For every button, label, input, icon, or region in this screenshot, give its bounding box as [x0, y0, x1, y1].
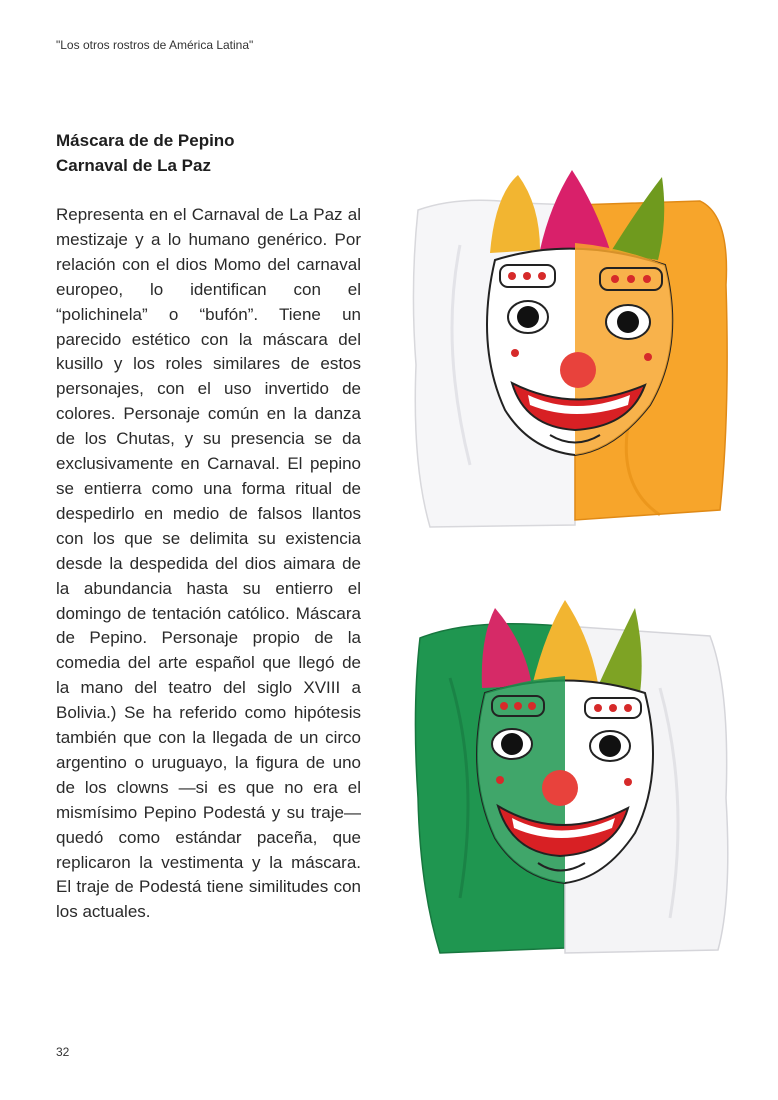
title-line-1: Máscara de de Pepino [56, 131, 235, 150]
mask-photo-orange [400, 165, 750, 535]
article-body: Representa en el Carnaval de La Paz al mestizaje y a lo humano genérico. Por relación con el dios Momo del carnaval europeo, lo identifican con el “polichinela” o “bufón”. Tiene un parecido estético con la máscara del kusillo y los roles similares de estos personajes, con el uso invertido de colores. Personaje común en la danza de los Chutas, y su presencia se da exclusivamente en Carnaval. El pepino se entierra como una forma ritual de despedirlo en medio de falsos llantos con los que se delimita su existencia desde la despedida del dios aimara de la abundancia hasta su entierro el domingo de tentación católico. Máscara de Pepino. Personaje propio de la comedia del arte español que llegó de la mano del teatro del siglo XVIII a Bolivia.) Se ha referido como hipótesis también que con la llegada de un circo argentino o uruguayo, la figura de uno de los clowns —si es que no era el mismísimo Pepino Podestá y su traje— quedó como estándar paceña, que replicaron la vestimenta y la máscara. El traje de Podestá tiene similitudes con los actuales. [56, 205, 361, 922]
mask-photo-green [400, 598, 750, 968]
page-number: 32 [56, 1045, 70, 1059]
article-title [56, 128, 235, 178]
title-line-2: Carnaval de La Paz [56, 156, 211, 175]
running-head: "Los otros rostros de América Latina" [56, 38, 254, 52]
